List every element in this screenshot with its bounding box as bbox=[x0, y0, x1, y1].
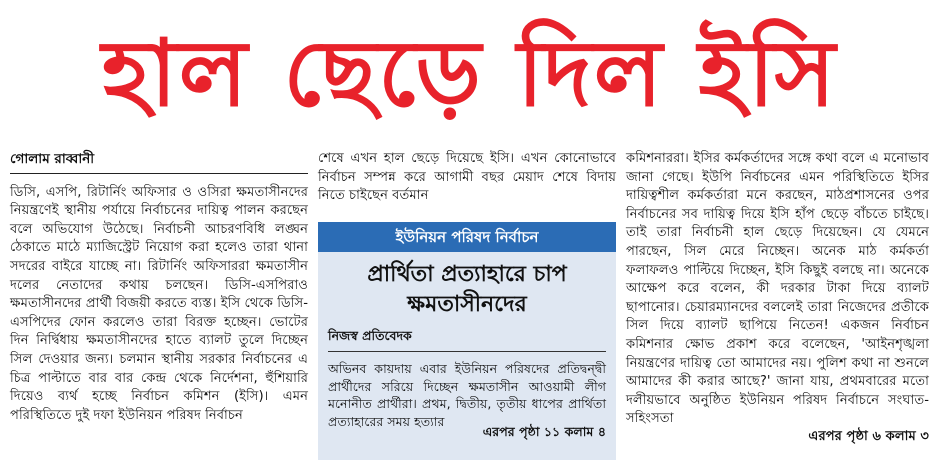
article-text-col1: ডিসি, এসপি, রিটার্নিং অফিসার ও ওসিরা ক্ষমতাসীনদের নিয়ন্ত্রণেই স্থানীয় পর্যায়ে নির্বাচনের দায়িত্ব পালন করছেন বলে অভিযোগ উঠেছে। নির্বাচনী আচরণবিধি লঙ্ঘন ঠেকাতে মাঠে ম্যাজিস্ট্রেট নিয়োগ করা হলেও তারা থানা সদরের বাইরে যাচ্ছে না। রিটার্নিং অফিসাররা ক্ষমতাসীন দলের নেতাদের কথায় চলছেন। ডিসি-এসপিরাও ক্ষমতাসীনদের প্রার্থী বিজয়ী করতে ব্যস্ত। ইসি থেকে ডিসি-এসপিদের ফোন করলেও তারা বিরক্ত হচ্ছেন। ভোটের দিন নির্দ্বিধায় ক্ষমতাসীনদের হাতে ব্যালট তুলে দিচ্ছেন সিল দেওয়ার জন্য। চলমান স্থানীয় সরকার নির্বাচনের এ চিত্র পাল্টাতে বার বার কেন্দ্র থেকে নির্দেশনা, হুঁশিয়ারি দিয়েও ব্যর্থ হচ্ছে নির্বাচন কমিশন (ইসি)। এমন পরিস্থিতিতে দুই দফা ইউনিয়ন পরিষদ নির্বাচন bbox=[10, 184, 308, 423]
author-byline: গোলাম রাব্বানী bbox=[10, 150, 308, 174]
sidebar-continued-note: এরপর পৃষ্ঠা ১১ কলাম ৪ bbox=[482, 424, 606, 439]
sidebar-story-text: অভিনব কায়দায় এবার ইউনিয়ন পরিষদের প্রতিদ্বন্দ্বী প্রার্থীদের সরিয়ে দিচ্ছেন ক্ষমতাসীন আওয়ামী লীগ মনোনীত প্রার্থীরা। প্রথম, দ্বিতীয়, তৃতীয় ধাপের প্রার্থিতা প্রত্যাহারের সময় হত্যার bbox=[328, 361, 606, 429]
sidebar-story-box bbox=[318, 222, 616, 460]
sidebar-story-byline: নিজস্ব প্রতিবেদক bbox=[328, 328, 606, 352]
article-column-1 bbox=[10, 150, 308, 425]
article-column-2 bbox=[318, 150, 616, 206]
section-label: ইউনিয়ন পরিষদ নির্বাচন bbox=[318, 222, 616, 252]
article-text-col2: শেষে এখন হাল ছেড়ে দিয়েছে ইসি। এখন কোনোভাবে নির্বাচন সম্পন্ন করে আগামী বছর মেয়াদ শেষে বিদায় নিতে চাইছেন বর্তমান bbox=[318, 151, 616, 204]
sidebar-story-title: প্রার্থিতা প্রত্যাহারে চাপ ক্ষমতাসীনদের bbox=[367, 262, 567, 317]
continued-note: এরপর পৃষ্ঠা ৬ কলাম ৩ bbox=[802, 428, 929, 447]
article-column-3 bbox=[626, 150, 929, 450]
article-text-col3: কমিশনাররা। ইসির কর্মকর্তাদের সঙ্গে কথা বলে এ মনোভাব জানা গেছে। ইউপি নির্বাচনের এমন পরিস্থিতিতে ইসির দায়িত্বশীল কর্মকর্তারা মনে করছেন, মাঠপ্রশাসনের ওপর নির্বাচনের সব দায়িত্ব দিয়ে ইসি হাঁপ ছেড়ে বাঁচতে চাইছে। তাই তারা নির্বাচনী হাল ছেড়ে দিয়েছেন। যে যেমনে পারছেন, সিল মেরে নিচ্ছেন। অনেক মাঠ কর্মকর্তা ফলাফলও পাল্টিয়ে দিচ্ছেন, ইসি কিছুই বলছে না। অনেকে আক্ষেপ করে বলেন, কী দরকার টাকা দিয়ে ব্যালট ছাপানোর। চেয়ারম্যানদের বললেই তারা নিজেদের প্রতীকে সিল দিয়ে ব্যালট ছাপিয়ে নিতেন! একজন নির্বাচন কমিশনার ক্ষোভ প্রকাশ করে বলেছেন, 'আইনশৃঙ্খলা নিয়ন্ত্রণের দায়িত্ব তো আমাদের নয়। পুলিশ কথা না শুনলে আমাদের কী করার আছে?' জানা যায়, প্রথমবারের মতো দলীয়ভাবে অনুষ্ঠিত ইউনিয়ন পরিষদ নির্বাচনে সংঘাত-সহিংসতা bbox=[626, 151, 929, 427]
headline: হাল ছেড়ে দিল ইসি bbox=[101, 20, 838, 127]
